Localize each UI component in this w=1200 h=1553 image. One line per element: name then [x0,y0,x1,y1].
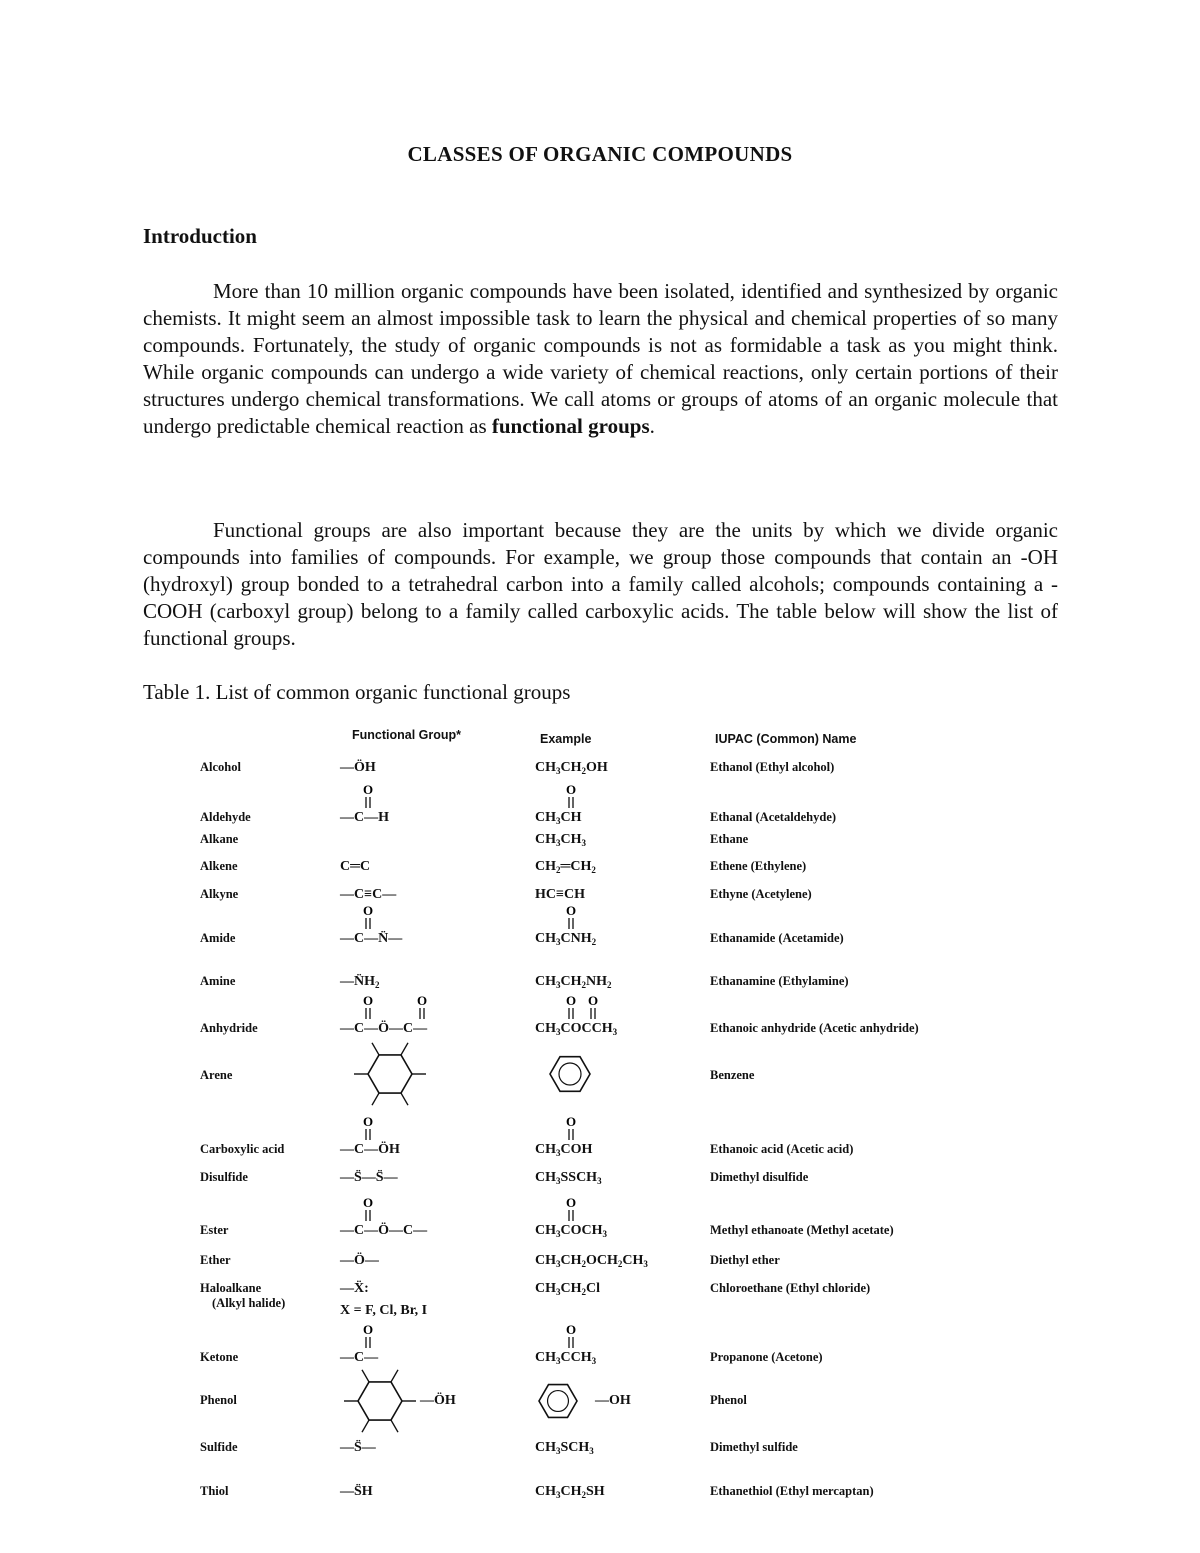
example-formula: —OH [595,1393,631,1408]
header-iupac-name: IUPAC (Common) Name [715,732,857,746]
class-name: Thiol [200,1484,229,1498]
svg-text:O: O [417,993,428,1008]
example-formula: $CH_3CH_3$ [535,832,586,848]
iupac-name: Ethanamine (Ethylamine) [710,974,849,988]
iupac-name: Methyl ethanoate (Methyl acetate) [710,1223,894,1237]
functional-group: —C— [340,1350,379,1365]
svg-text:O: O [566,1114,577,1129]
example-formula: $CH_3COH$ [535,1142,593,1158]
iupac-name: Ethane [710,832,749,846]
functional-group: —S̈— [340,1440,376,1455]
functional-group: —S̈H [340,1484,373,1499]
example-formula: $CH_3CNH_2$ [535,931,597,947]
example-formula: $CH_2═CH_2$ [535,859,596,875]
svg-text:O: O [566,1195,577,1210]
header-example: Example [540,732,592,746]
example-formula: $CH_3CH_2SH$ [535,1484,605,1500]
class-name: Ketone [200,1350,239,1364]
iupac-name: Phenol [710,1393,747,1407]
iupac-name: Ethyne (Acetylene) [710,887,812,901]
carbonyl-oxygen-icon [583,993,613,1023]
svg-text:O: O [566,993,577,1008]
functional-groups-table [185,728,985,1518]
benzene-ring-icon [523,1379,593,1425]
functional-group: —C—Ö—C— [340,1021,428,1036]
example-formula: $CH_3CH_2NH_2$ [535,974,612,990]
functional-group: —Ö— [340,1253,379,1268]
class-name: Amide [200,931,236,945]
iupac-name: Ethanoic anhydride (Acetic anhydride) [710,1021,919,1035]
iupac-name: Chloroethane (Ethyl chloride) [710,1281,871,1295]
iupac-name: Ethanoic acid (Acetic acid) [710,1142,854,1156]
carbonyl-oxygen-icon [358,993,388,1023]
carbonyl-oxygen-icon [561,1114,591,1144]
carbonyl-oxygen-icon [561,1195,591,1225]
class-name: Aldehyde [200,810,251,824]
svg-text:O: O [363,903,374,918]
class-name: Disulfide [200,1170,248,1184]
table-caption: Table 1. List of common organic functional groups [143,680,571,704]
intro-paragraph-2: Functional groups are also important because they are the units by which we divide organic compounds into families of compounds. For example, we group those compounds that contain an -OH (hydroxyl) group bonded to a tetrahedral carbon into a family called alcohols; compounds containing a -COOH (carboxyl group) belong to a family called carboxylic acids. The table below will show the list of functional groups. [143,518,1058,650]
example-formula: $CH_3COCH_3$ [535,1223,607,1239]
carbonyl-oxygen-icon [412,993,442,1023]
carbonyl-oxygen-icon [358,1195,388,1225]
functional-groups-term: functional groups [491,414,650,438]
class-name: Phenol [200,1393,237,1407]
page-title: CLASSES OF ORGANIC COMPOUNDS [407,142,793,166]
benzene-ring-icon [350,1044,430,1104]
example-formula: $CH_3CH_2Cl$ [535,1281,600,1297]
functional-group: —C—ÖH [340,1142,400,1157]
class-name: Alkyne [200,887,239,901]
svg-text:O: O [363,1322,374,1337]
class-name: Alcohol [200,760,241,774]
class-name: Alkene [200,859,238,873]
iupac-name: Dimethyl disulfide [710,1170,809,1184]
class-name: Anhydride [200,1021,258,1035]
example-formula: HC≡CH [535,887,585,902]
iupac-name: Propanone (Acetone) [710,1350,823,1364]
svg-text:O: O [588,993,599,1008]
carbonyl-oxygen-icon [358,903,388,933]
class-name: Ester [200,1223,229,1237]
class-name: Alkane [200,832,239,846]
svg-text:O: O [363,782,374,797]
phenol-ring-icon [340,1371,420,1431]
class-name: Carboxylic acid [200,1142,285,1156]
class-name: Haloalkane (Alkyl halide) [200,1281,286,1310]
carbonyl-oxygen-icon [561,1322,591,1352]
header-functional-group: Functional Group* [352,728,462,742]
class-name: Amine [200,974,236,988]
functional-group: —ÖH [420,1393,456,1408]
iupac-name: Diethyl ether [710,1253,780,1267]
iupac-name: Benzene [710,1068,755,1082]
class-name: Sulfide [200,1440,238,1454]
carbonyl-oxygen-icon [358,782,388,812]
example-formula: $CH_3CH_2OH$ [535,760,608,776]
svg-text:O: O [363,993,374,1008]
halogen-note: X = F, Cl, Br, I [340,1303,428,1318]
iupac-name: Ethanal (Acetaldehyde) [710,810,837,824]
example-formula: $CH_3CH_2OCH_2CH_3$ [535,1253,648,1269]
iupac-name: Ethanol (Ethyl alcohol) [710,760,835,774]
class-alt-name: (Alkyl halide) [212,1296,286,1310]
functional-group: —C—H [340,810,389,825]
functional-group: —C≡C— [340,887,397,902]
svg-text:O: O [566,1322,577,1337]
section-heading: Introduction [143,224,257,248]
intro-paragraph-1: More than 10 million organic compounds have been isolated, identified and synthesized by organic chemists. It might seem an almost impossible task to learn the physical and chemical properties of so many compounds. Fortunately, the study of organic compounds is not as formidable a task as you might think. While organic compounds can undergo a wide variety of chemical reactions, only certain portions of their structures undergo chemical transformations. We call atoms or groups of atoms of an organic molecule that undergo predictable chemical reaction as functional groups. [143,279,1058,438]
functional-group: —C—N̈— [340,931,403,946]
class-name: Arene [200,1068,233,1082]
example-formula: $CH_3SSCH_3$ [535,1170,602,1186]
carbonyl-oxygen-icon [358,1322,388,1352]
example-formula: $CH_3SCH_3$ [535,1440,594,1456]
functional-group: —C—Ö—C— [340,1223,428,1238]
functional-group: —ÖH [340,760,376,775]
iupac-name: Dimethyl sulfide [710,1440,798,1454]
functional-group: —S̈—S̈— [340,1170,398,1185]
carbonyl-oxygen-icon [561,782,591,812]
example-formula: $CH_3CH$ [535,810,582,826]
functional-group: —Ẍ: X = F, Cl, Br, I [340,1281,428,1318]
example-formula: $CH_3CCH_3$ [535,1350,597,1366]
carbonyl-oxygen-icon [561,903,591,933]
functional-group: $—N̈H_2$ [340,974,380,990]
class-name: Ether [200,1253,231,1267]
benzene-ring-icon [535,1050,605,1100]
svg-text:O: O [363,1114,374,1129]
svg-text:O: O [566,903,577,918]
iupac-name: Ethene (Ethylene) [710,859,807,873]
functional-group: C═C [340,859,371,874]
carbonyl-oxygen-icon [358,1114,388,1144]
svg-text:O: O [363,1195,374,1210]
iupac-name: Ethanethiol (Ethyl mercaptan) [710,1484,874,1498]
example-formula: $CH_3COCCH_3$ [535,1021,618,1037]
iupac-name: Ethanamide (Acetamide) [710,931,844,945]
svg-text:O: O [566,782,577,797]
